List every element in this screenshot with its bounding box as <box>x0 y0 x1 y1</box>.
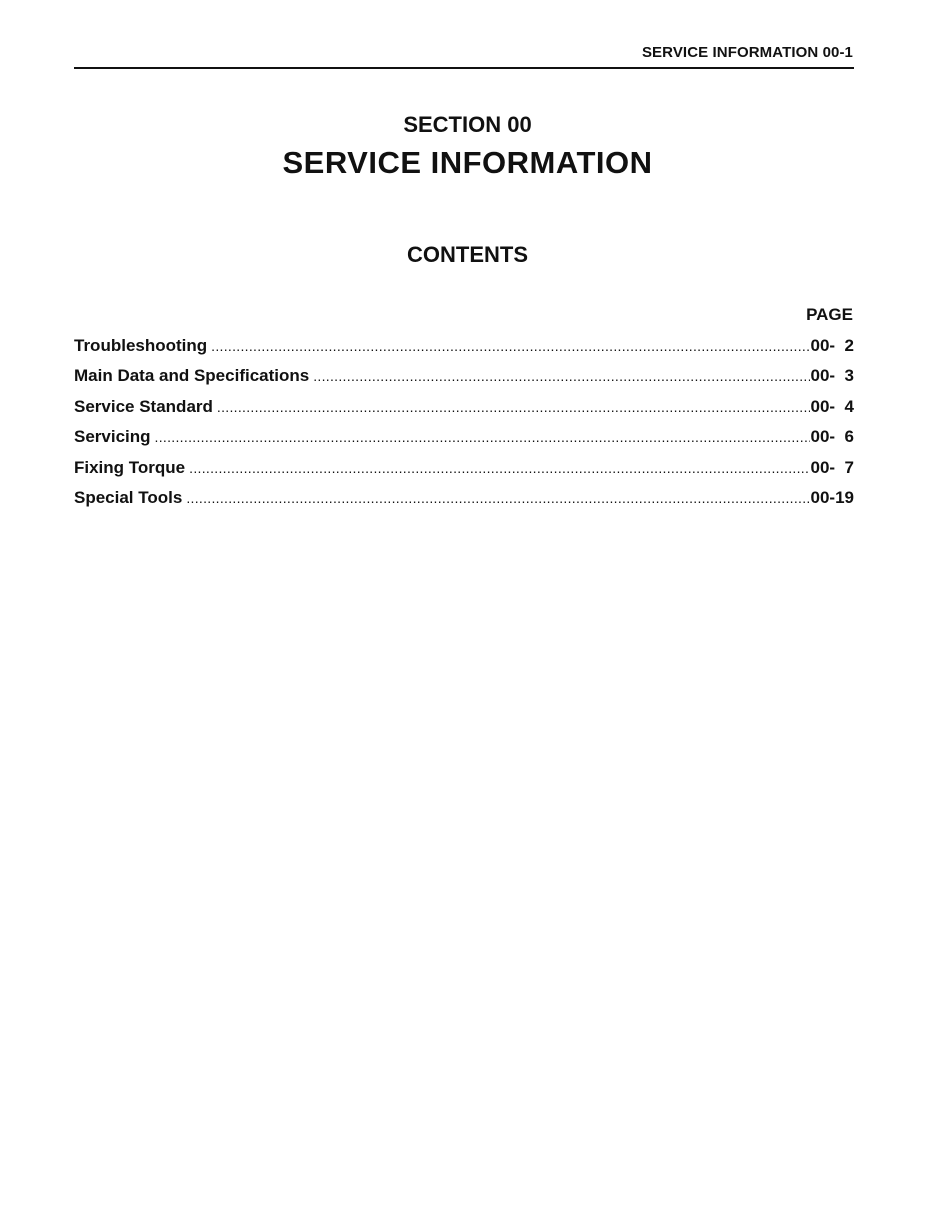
toc-entry-special-tools[interactable] <box>74 488 854 518</box>
toc-entry-page: 00- 2 <box>810 336 854 355</box>
page-column-label: PAGE <box>806 305 853 324</box>
dot-leader <box>313 368 809 384</box>
toc-entry-service-standard[interactable] <box>74 397 854 427</box>
toc-entry-page: 00- 4 <box>810 396 854 416</box>
toc-entry-troubleshooting[interactable] <box>74 336 854 366</box>
toc-entry-title: Service Standard <box>74 396 213 416</box>
dot-leader <box>155 429 810 445</box>
toc-entry-fixing-torque[interactable] <box>74 458 854 488</box>
toc-entry-title: Troubleshooting <box>74 336 208 355</box>
toc-entry-page: 00-19 <box>810 487 854 507</box>
toc-entry-main-data[interactable] <box>74 366 854 396</box>
dot-leader <box>211 338 809 354</box>
dot-leader <box>217 399 810 415</box>
dot-leader <box>189 460 809 476</box>
header-rule <box>74 67 854 69</box>
toc-entry-title: Main Data and Specifications <box>74 366 310 386</box>
section-label: SECTION 00 <box>403 112 532 137</box>
toc-entry-title: Special Tools <box>74 487 183 507</box>
toc-entry-page: 00- 7 <box>810 457 854 477</box>
running-header: SERVICE INFORMATION 00-1 <box>641 44 853 61</box>
toc-entry-servicing[interactable] <box>74 427 854 457</box>
toc-entry-title: Servicing <box>74 427 151 447</box>
toc-entry-title: Fixing Torque <box>74 457 186 477</box>
toc-entry-page: 00- 6 <box>810 427 854 447</box>
dot-leader <box>186 490 809 506</box>
toc-entry-page: 00- 3 <box>810 366 854 386</box>
table-of-contents <box>74 336 854 518</box>
contents-heading: CONTENTS <box>407 242 528 267</box>
section-title: SERVICE INFORMATION <box>282 145 653 180</box>
